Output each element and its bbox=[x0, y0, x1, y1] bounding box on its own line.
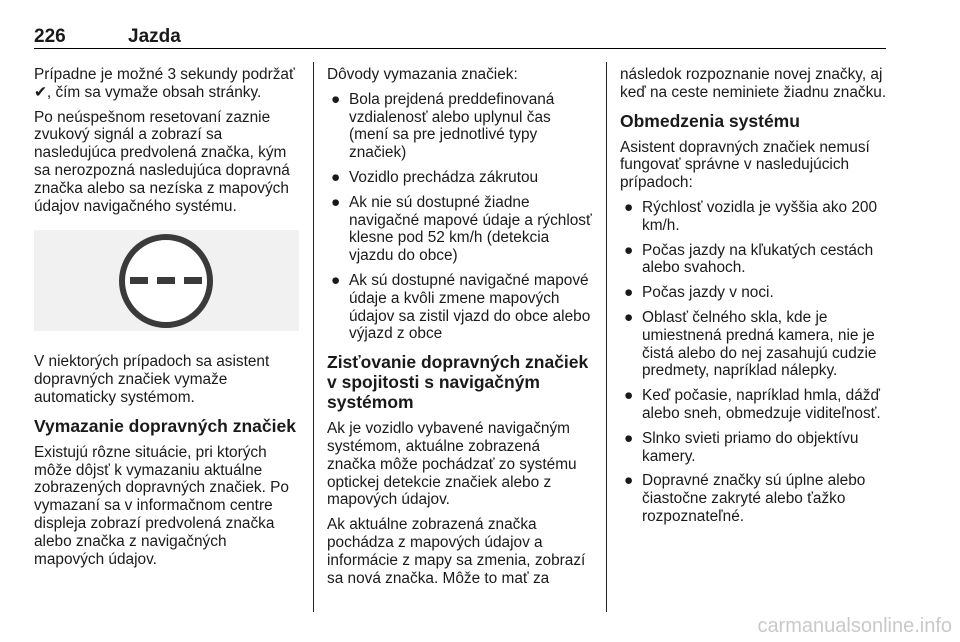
paragraph-map-change: Ak aktuálne zobrazená značka pochádza z mapových údajov a informácie z mapy sa zmenia, zobrazí sa nová značka. Môže to mať za bbox=[327, 516, 586, 587]
bullet-icon: ● bbox=[331, 90, 341, 108]
bullet-icon: ● bbox=[624, 429, 634, 447]
bullet-icon: ● bbox=[624, 198, 634, 216]
end-of-restriction-sign-icon bbox=[34, 230, 299, 331]
paragraph-limits-intro: Asistent dopravných značiek nemusí fungovať správne v nasledujúcich prípadoch: bbox=[620, 138, 870, 192]
limits-list bbox=[620, 199, 888, 526]
list-item: ● Počas jazdy na kľukatých cestách alebo svahoch. bbox=[624, 241, 874, 277]
page-number: 226 bbox=[34, 26, 66, 47]
column-divider-2 bbox=[606, 62, 607, 612]
heading-system-limits: Obmedzenia systému bbox=[620, 110, 800, 131]
paragraph-clearing-situations: Existujú rôzne situácie, pri ktorých môže dôjsť k vymazaniu aktuálne zobrazených dopravných značiek. Po vymazaní sa v informačnom centre displeja zobrazí predvolená značka alebo značka z navigačných mapových údajov. bbox=[34, 443, 289, 568]
clear-reasons-list bbox=[327, 91, 592, 343]
list-item: ● Počas jazdy v noci. bbox=[624, 284, 774, 302]
list-item: ● Dopravné značky sú úplne alebo čiastočne zakryté alebo ťažko rozpoznateľné. bbox=[624, 472, 866, 525]
paragraph-hold-to-clear: Prípadne je možné 3 sekundy podržať ✔, čím sa vymaže obsah stránky. bbox=[34, 66, 295, 101]
paragraph-navigation-source: Ak je vozidlo vybavené navigačným systémom, aktuálne zobrazená značka môže pochádzať zo systému optickej detekcie značiek alebo z mapových údajov. bbox=[327, 420, 577, 509]
bullet-icon: ● bbox=[331, 193, 341, 211]
watermark: carmanualsonline.info bbox=[757, 615, 952, 637]
heading-clearing-signs: Vymazanie dopravných značiek bbox=[34, 415, 296, 436]
list-item: ● Rýchlosť vozidla je vyššia ako 200 km/h. bbox=[624, 198, 878, 234]
column-divider-1 bbox=[313, 62, 314, 612]
end-of-restriction-sign-figure bbox=[34, 230, 299, 331]
bullet-icon: ● bbox=[624, 308, 634, 326]
paragraph-clear-reasons-intro: Dôvody vymazania značiek: bbox=[327, 66, 518, 83]
list-item: ● Slnko svieti priamo do objektívu kamery. bbox=[624, 429, 859, 465]
column-1 bbox=[34, 66, 299, 575]
bullet-icon: ● bbox=[624, 472, 634, 490]
list-item: ● Keď počasie, napríklad hmla, dážď alebo sneh, obmedzuje viditeľnosť. bbox=[624, 387, 881, 422]
list-item: ● Ak sú dostupné navigačné mapové údaje a kvôli zmene mapových údajov sa zistil vjazd do obce alebo výjazd z obce bbox=[331, 271, 591, 343]
paragraph-new-sign-consequence: následok rozpoznanie novej značky, aj keď na ceste neminiete žiadnu značku. bbox=[620, 66, 887, 101]
column-3 bbox=[620, 66, 888, 533]
bullet-icon: ● bbox=[624, 241, 634, 259]
bullet-icon: ● bbox=[624, 387, 634, 405]
paragraph-auto-clear: V niektorých prípadoch sa asistent dopravných značiek vymaže automaticky systémom. bbox=[34, 353, 270, 406]
bullet-icon: ● bbox=[331, 168, 341, 186]
bullet-icon: ● bbox=[331, 271, 341, 289]
paragraph-reset-failure: Po neúspešnom resetovaní zaznie zvukový signál a zobrazí sa nasledujúca predvolená značka, kým sa nerozpozná nasledujúca dopravná značka alebo sa nezíska z mapových údajov navigačného systému. bbox=[34, 108, 290, 215]
section-title: Jazda bbox=[128, 26, 181, 47]
header-rule bbox=[34, 48, 886, 49]
column-2 bbox=[327, 66, 592, 594]
list-item: ● Ak nie sú dostupné žiadne navigačné mapové údaje a rýchlosť klesne pod 52 km/h (detekcia vjazdu do obce) bbox=[331, 193, 592, 265]
list-item: ● Oblasť čelného skla, kde je umiestnená predná kamera, nie je čistá alebo do nej zasahujú cudzie predmety, napríklad nálepky. bbox=[624, 308, 877, 380]
bullet-icon: ● bbox=[624, 284, 634, 302]
heading-navigation-detection: Zisťovanie dopravných značiek v spojitosti s navigačným systémom bbox=[327, 352, 589, 413]
list-item: ● Vozidlo prechádza zákrutou bbox=[331, 168, 539, 186]
list-item: ● Bola prejdená preddefinovaná vzdialenosť alebo uplynul čas (mení sa pre jednotlivé typy značiek) bbox=[331, 90, 555, 162]
